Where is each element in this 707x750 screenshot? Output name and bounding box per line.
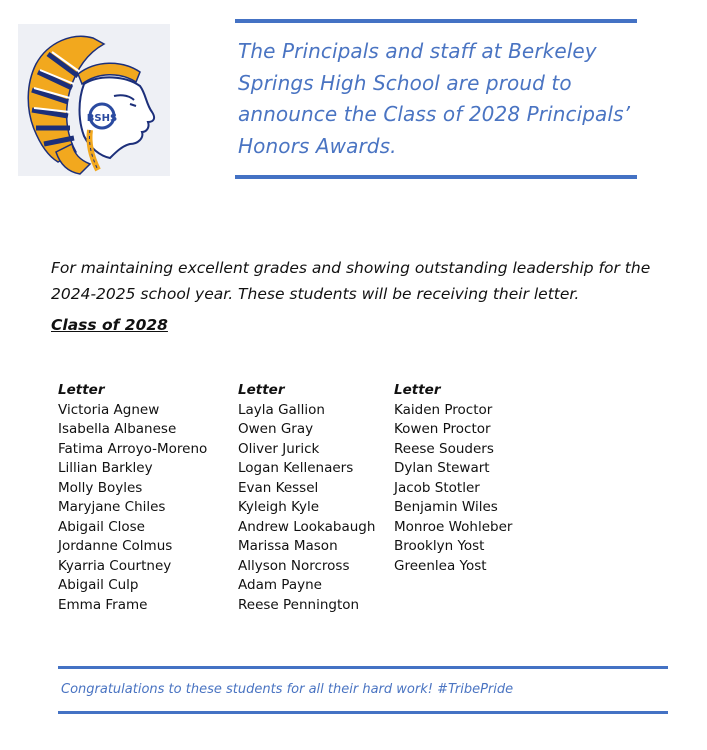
footer-bottom-rule	[58, 711, 668, 714]
student-name: Kyleigh Kyle	[238, 499, 319, 515]
student-name: Maryjane Chiles	[58, 499, 166, 515]
student-name: Adam Payne	[238, 577, 322, 593]
column-heading: Letter	[58, 382, 105, 398]
student-name: Fatima Arroyo-Moreno	[58, 440, 208, 457]
student-name: Layla Gallion	[238, 401, 325, 418]
student-name: Dylan Stewart	[394, 460, 490, 476]
student-name: Isabella Albanese	[58, 421, 177, 437]
student-list	[394, 401, 512, 577]
student-name: Brooklyn Yost	[394, 538, 485, 554]
student-name: Kyarria Courtney	[58, 557, 172, 574]
school-logo	[18, 24, 170, 176]
footer-top-rule	[58, 666, 668, 669]
column-heading: Letter	[238, 382, 285, 398]
logo-lettering: BSHS	[86, 113, 118, 124]
name-column-2	[238, 381, 375, 615]
student-name: Monroe Wohleber	[394, 518, 513, 535]
student-list	[58, 401, 207, 616]
page-headline: The Principals and staff at Berkeley Springs High School are proud to announce the Class of 2028 Principals’ Honors Awards.	[238, 39, 631, 158]
student-name: Kowen Proctor	[394, 421, 491, 437]
student-name: Owen Gray	[238, 421, 314, 437]
student-name: Allyson Norcross	[238, 557, 350, 574]
student-name: Marissa Mason	[238, 538, 338, 554]
indian-head-logo-icon	[18, 24, 170, 176]
student-name: Benjamin Wiles	[394, 499, 498, 515]
student-name: Victoria Agnew	[58, 401, 160, 418]
student-name: Oliver Jurick	[238, 440, 320, 457]
student-name: Kaiden Proctor	[394, 401, 493, 418]
class-title: Class of 2028	[51, 316, 168, 334]
student-name: Jacob Stotler	[394, 479, 480, 496]
name-column-3	[394, 381, 512, 576]
student-name: Emma Frame	[58, 596, 148, 613]
student-name: Abigail Culp	[58, 577, 139, 593]
student-name: Jordanne Colmus	[58, 538, 173, 554]
student-name: Lillian Barkley	[58, 460, 153, 476]
student-name: Abigail Close	[58, 518, 145, 535]
student-name: Molly Boyles	[58, 479, 143, 496]
student-list	[238, 401, 375, 616]
student-name: Logan Kellenaers	[238, 460, 354, 476]
header-bottom-rule	[235, 175, 637, 179]
student-name: Greenlea Yost	[394, 557, 487, 574]
footer-congratulations: Congratulations to these students for all their hard work! #TribePride	[61, 682, 514, 697]
column-heading: Letter	[394, 382, 441, 398]
student-name: Andrew Lookabaugh	[238, 518, 376, 535]
student-name: Reese Souders	[394, 440, 494, 457]
name-column-1	[58, 381, 207, 615]
header-top-rule	[235, 19, 637, 23]
student-name: Reese Pennington	[238, 596, 360, 613]
intro-paragraph: For maintaining excellent grades and showing outstanding leadership for the 2024-2025 school year. These students will be receiving their letter.	[51, 259, 651, 303]
student-name: Evan Kessel	[238, 479, 319, 496]
